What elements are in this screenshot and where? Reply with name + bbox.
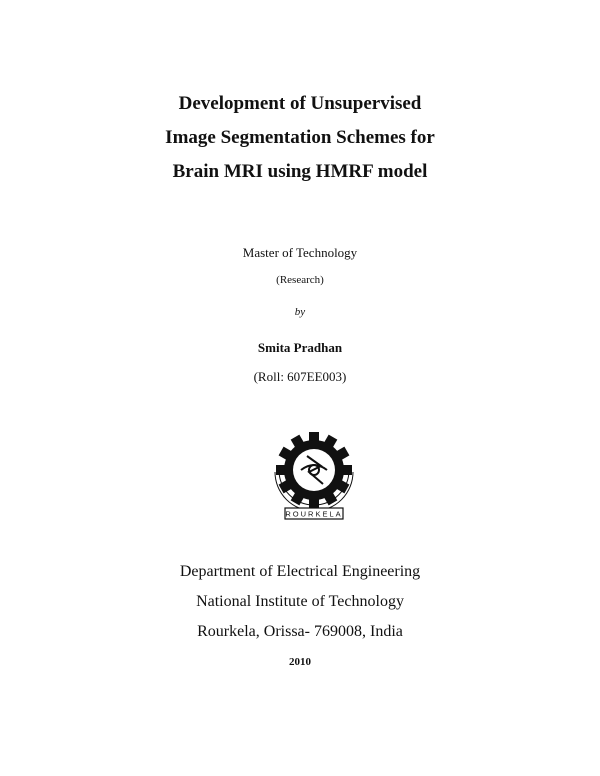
title-line-2: Image Segmentation Schemes for [165, 127, 435, 148]
roll-number: (Roll: 607EE003) [253, 369, 347, 384]
title-line-1: Development of Unsupervised [178, 93, 422, 114]
year: 2010 [289, 656, 311, 668]
degree-type: (Research) [276, 274, 324, 286]
title-line-3: Brain MRI using HMRF model [172, 161, 428, 182]
degree-name: Master of Technology [242, 245, 358, 260]
author-name: Smita Pradhan [257, 340, 343, 355]
institute: National Institute of Technology [196, 593, 404, 610]
nit-rourkela-emblem-icon [271, 430, 357, 522]
department: Department of Electrical Engineering [179, 563, 421, 580]
by-label: by [294, 306, 306, 318]
address: Rourkela, Orissa- 769008, India [197, 623, 403, 640]
logo-label: ROURKELA [285, 509, 343, 519]
